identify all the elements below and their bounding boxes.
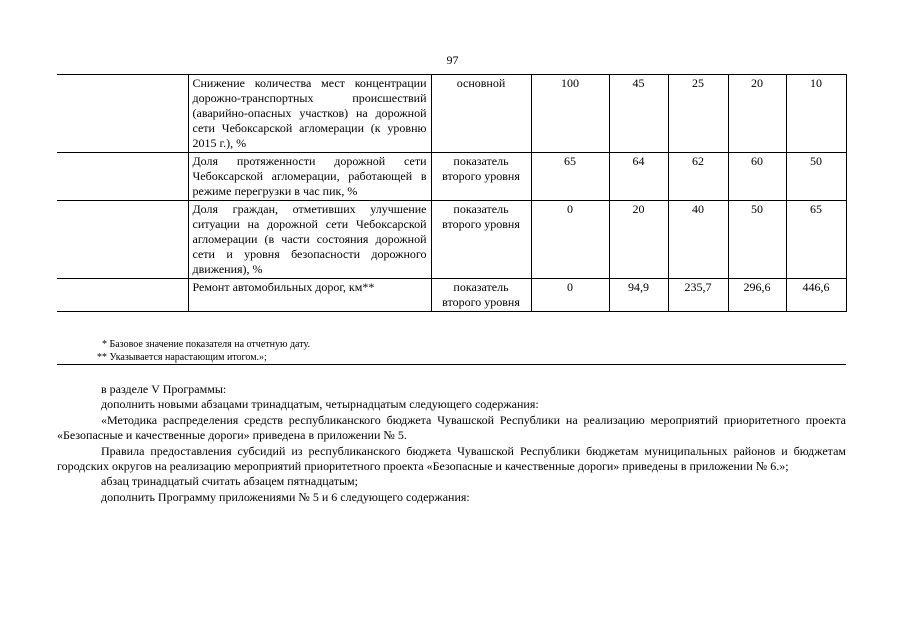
value-cell: 60	[728, 153, 786, 201]
table-row	[57, 279, 846, 312]
table-row	[57, 153, 846, 201]
footnotes	[57, 338, 846, 364]
value-cell: 64	[609, 153, 668, 201]
table-row	[57, 201, 846, 279]
paragraph: «Методика распределения средств республиканского бюджета Чувашской Республики на реализацию мероприятий приоритетного проекта «Безопасные и качественные дороги» приведена в приложении № 5.	[57, 412, 846, 443]
value-cell: 0	[531, 279, 609, 312]
footnote-cumulative: ** Указывается нарастающим итогом.»;	[97, 352, 267, 363]
paragraph: дополнить Программу приложениями № 5 и 6 следующего содержания:	[101, 489, 470, 504]
value-cell: 20	[728, 75, 786, 153]
value-cell: 100	[531, 75, 609, 153]
value-cell: 446,6	[786, 279, 846, 312]
value-cell: 45	[609, 75, 668, 153]
value-cell: 20	[609, 201, 668, 279]
paragraph: Правила предоставления субсидий из республиканского бюджета Чувашской Республики бюджетам муниципальных районов и бюджетам городских округов на реализацию мероприятий приоритетного проекта «Безопасные и качественные дороги» приведены в приложении № 6.»;	[57, 443, 846, 474]
footnote-divider	[57, 364, 846, 365]
value-cell: 235,7	[668, 279, 728, 312]
body-text	[57, 382, 846, 505]
value-cell: 25	[668, 75, 728, 153]
paragraph: абзац тринадцатый считать абзацем пятнадцатым;	[101, 474, 358, 489]
value-cell: 62	[668, 153, 728, 201]
indicator-type-cell: показатель второго уровня	[431, 201, 531, 279]
value-cell: 65	[531, 153, 609, 201]
value-cell: 40	[668, 201, 728, 279]
table-cell-empty	[57, 153, 188, 201]
page-number: 97	[446, 53, 459, 67]
value-cell: 50	[786, 153, 846, 201]
paragraph: в разделе V Программы:	[101, 382, 227, 396]
indicator-name-cell: Доля протяженности дорожной сети Чебоксарской агломерации, работающей в режиме перегрузки в час пик, %	[188, 153, 431, 201]
indicator-name-cell: Снижение количества мест концентрации дорожно-транспортных происшествий (аварийно-опасных участков) на дорожной сети Чебоксарской агломерации (к уровню 2015 г.), %	[188, 75, 431, 153]
footnote-base-value: * Базовое значение показателя на отчетную дату.	[102, 339, 310, 350]
table-cell-empty	[57, 201, 188, 279]
value-cell: 10	[786, 75, 846, 153]
paragraph: дополнить новыми абзацами тринадцатым, четырнадцатым следующего содержания:	[101, 397, 539, 412]
value-cell: 65	[786, 201, 846, 279]
indicator-name-cell: Доля граждан, отметивших улучшение ситуации на дорожной сети Чебоксарской агломерации (в части состояния дорожной сети и уровня безопасности дорожного движения), %	[188, 201, 431, 279]
indicator-type-cell: основной	[431, 75, 531, 153]
indicator-type-cell: показатель второго уровня	[431, 153, 531, 201]
table-row	[57, 75, 846, 153]
value-cell: 94,9	[609, 279, 668, 312]
indicators-table	[57, 74, 847, 312]
indicator-name-cell: Ремонт автомобильных дорог, км**	[188, 279, 431, 312]
indicator-type-cell: показатель второго уровня	[431, 279, 531, 312]
table-cell-empty	[57, 75, 188, 153]
value-cell: 296,6	[728, 279, 786, 312]
table-cell-empty	[57, 279, 188, 312]
value-cell: 0	[531, 201, 609, 279]
value-cell: 50	[728, 201, 786, 279]
